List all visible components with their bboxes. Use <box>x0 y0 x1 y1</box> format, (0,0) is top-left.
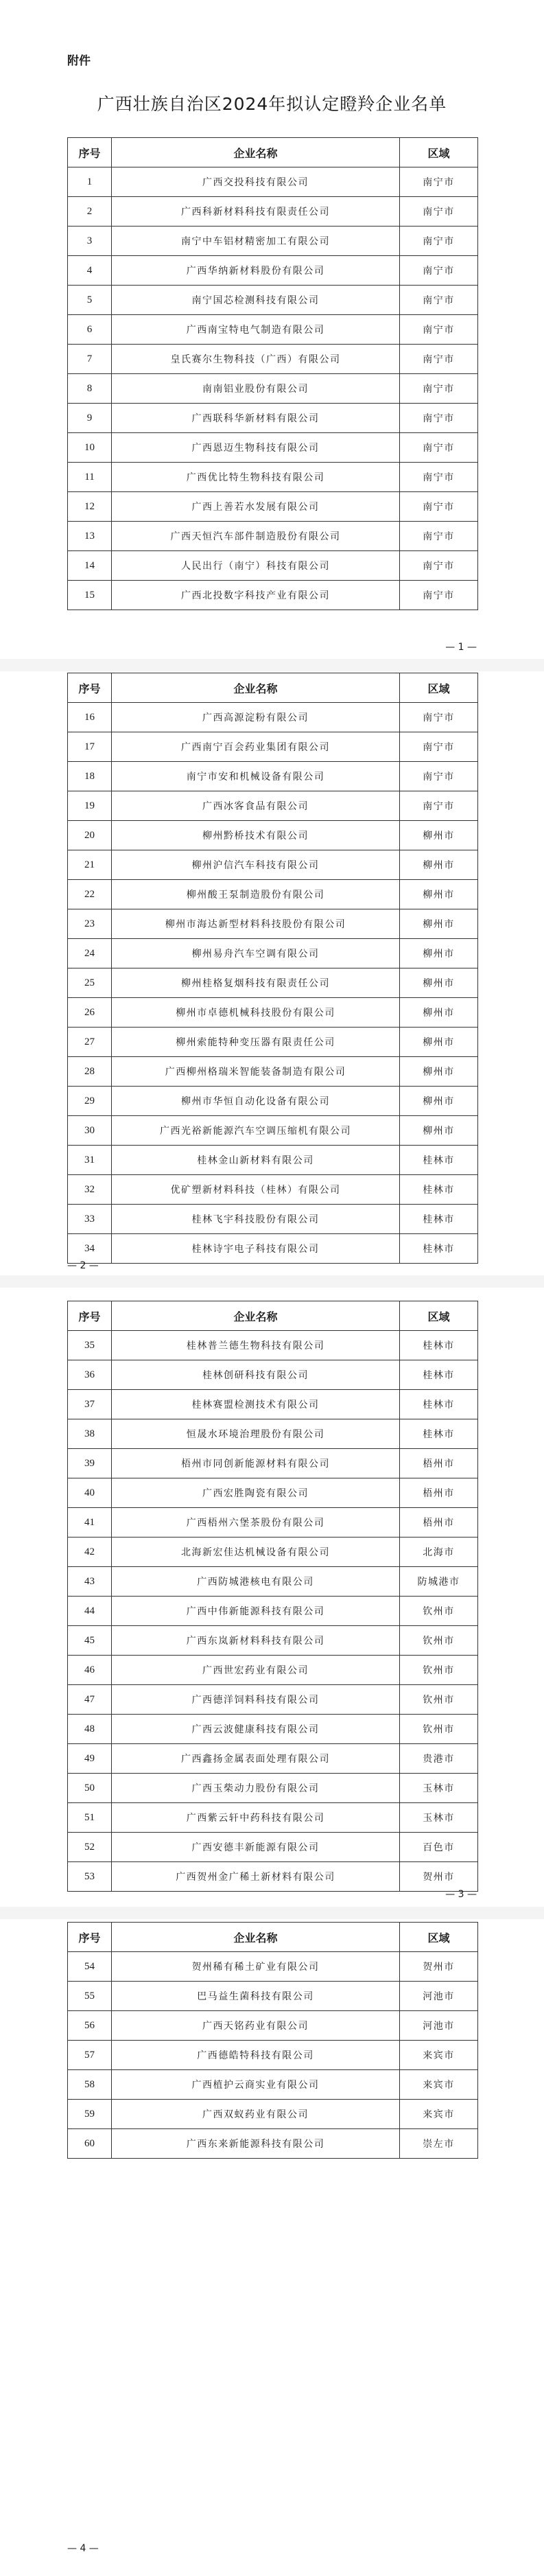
document-title: 广西壮族自治区2024年拟认定瞪羚企业名单 <box>97 94 447 114</box>
row-company-name: 广西东来新能源科技有限公司 <box>112 2129 400 2159</box>
row-seq: 55 <box>68 1982 112 2011</box>
row-seq: 16 <box>68 703 112 732</box>
row-region: 桂林市 <box>400 1331 478 1360</box>
row-region: 柳州市 <box>400 998 478 1028</box>
table-row <box>68 968 478 998</box>
header-company-name: 企业名称 <box>112 673 400 703</box>
header-region: 区域 <box>400 1301 478 1331</box>
row-seq: 31 <box>68 1146 112 1175</box>
row-region: 贺州市 <box>400 1952 478 1982</box>
table-row <box>68 791 478 821</box>
row-company-name: 贺州稀有稀土矿业有限公司 <box>112 1952 400 1982</box>
row-company-name: 桂林普兰德生物科技有限公司 <box>112 1331 400 1360</box>
row-company-name: 广西安德丰新能源有限公司 <box>112 1833 400 1862</box>
row-seq: 17 <box>68 732 112 762</box>
row-company-name: 皇氏赛尔生物科技（广西）有限公司 <box>112 345 400 374</box>
row-company-name: 广西南宝特电气制造有限公司 <box>112 315 400 345</box>
row-region: 南宁市 <box>400 286 478 315</box>
page-number-3: — 3 — <box>445 1889 477 1900</box>
row-company-name: 广西科新材料科技有限责任公司 <box>112 197 400 227</box>
row-company-name: 优矿塑新材料科技（桂林）有限公司 <box>112 1175 400 1205</box>
row-company-name: 恒晟水环境治理股份有限公司 <box>112 1419 400 1449</box>
table-row <box>68 909 478 939</box>
row-region: 柳州市 <box>400 880 478 909</box>
row-region: 贺州市 <box>400 1862 478 1892</box>
row-seq: 37 <box>68 1390 112 1419</box>
table-row <box>68 850 478 880</box>
row-company-name: 广西上善若水发展有限公司 <box>112 492 400 522</box>
row-region: 南宁市 <box>400 703 478 732</box>
row-seq: 19 <box>68 791 112 821</box>
row-region: 桂林市 <box>400 1175 478 1205</box>
row-company-name: 广西德皓特科技有限公司 <box>112 2041 400 2070</box>
table-header-row <box>68 673 478 703</box>
row-company-name: 广西联科华新材料有限公司 <box>112 404 400 433</box>
row-company-name: 广西紫云轩中药科技有限公司 <box>112 1803 400 1833</box>
table-row <box>68 463 478 492</box>
table-row <box>68 703 478 732</box>
row-region: 南宁市 <box>400 433 478 463</box>
table-header-row <box>68 138 478 167</box>
row-seq: 53 <box>68 1862 112 1892</box>
enterprise-table-page-4 <box>67 1922 478 2159</box>
row-region: 南宁市 <box>400 404 478 433</box>
row-seq: 4 <box>68 256 112 286</box>
row-seq: 14 <box>68 551 112 581</box>
row-seq: 29 <box>68 1087 112 1116</box>
header-seq: 序号 <box>68 138 112 167</box>
row-company-name: 广西防城港核电有限公司 <box>112 1567 400 1597</box>
row-company-name: 柳州沪信汽车科技有限公司 <box>112 850 400 880</box>
row-company-name: 广西宏胜陶瓷有限公司 <box>112 1478 400 1508</box>
header-region: 区域 <box>400 1923 478 1952</box>
row-company-name: 桂林飞宇科技股份有限公司 <box>112 1205 400 1234</box>
row-company-name: 广西优比特生物科技有限公司 <box>112 463 400 492</box>
row-company-name: 广西天恒汽车部件制造股份有限公司 <box>112 522 400 551</box>
row-region: 百色市 <box>400 1833 478 1862</box>
row-seq: 52 <box>68 1833 112 1862</box>
row-region: 南宁市 <box>400 732 478 762</box>
row-region: 桂林市 <box>400 1419 478 1449</box>
row-seq: 22 <box>68 880 112 909</box>
row-region: 玉林市 <box>400 1803 478 1833</box>
row-seq: 47 <box>68 1685 112 1715</box>
row-company-name: 广西南宁百会药业集团有限公司 <box>112 732 400 762</box>
table-row <box>68 1331 478 1360</box>
row-seq: 57 <box>68 2041 112 2070</box>
table-row <box>68 1449 478 1478</box>
header-seq: 序号 <box>68 1923 112 1952</box>
row-region: 桂林市 <box>400 1205 478 1234</box>
row-company-name: 柳州易舟汽车空调有限公司 <box>112 939 400 968</box>
row-seq: 54 <box>68 1952 112 1982</box>
row-seq: 42 <box>68 1538 112 1567</box>
row-company-name: 广西中伟新能源科技有限公司 <box>112 1597 400 1626</box>
table-row <box>68 1685 478 1715</box>
table-row <box>68 1862 478 1892</box>
table-row <box>68 1774 478 1803</box>
row-region: 钦州市 <box>400 1626 478 1656</box>
table-row <box>68 732 478 762</box>
row-company-name: 广西德洋饲料科技有限公司 <box>112 1685 400 1715</box>
row-seq: 15 <box>68 581 112 610</box>
table-row <box>68 1360 478 1390</box>
table-row <box>68 1175 478 1205</box>
row-company-name: 广西冰客食品有限公司 <box>112 791 400 821</box>
row-seq: 8 <box>68 374 112 404</box>
enterprise-table-page-3 <box>67 1301 478 1892</box>
row-region: 南宁市 <box>400 581 478 610</box>
row-seq: 2 <box>68 197 112 227</box>
row-region: 崇左市 <box>400 2129 478 2159</box>
row-region: 柳州市 <box>400 1028 478 1057</box>
row-region: 柳州市 <box>400 909 478 939</box>
table-row <box>68 821 478 850</box>
row-company-name: 广西贺州金广稀土新材料有限公司 <box>112 1862 400 1892</box>
row-company-name: 柳州市海达新型材料科技股份有限公司 <box>112 909 400 939</box>
header-seq: 序号 <box>68 1301 112 1331</box>
row-seq: 26 <box>68 998 112 1028</box>
table-row <box>68 2011 478 2041</box>
header-seq: 序号 <box>68 673 112 703</box>
row-seq: 6 <box>68 315 112 345</box>
row-seq: 21 <box>68 850 112 880</box>
row-company-name: 桂林赛盟检测技术有限公司 <box>112 1390 400 1419</box>
row-company-name: 广西天铭药业有限公司 <box>112 2011 400 2041</box>
row-region: 柳州市 <box>400 850 478 880</box>
row-company-name: 广西交投科技有限公司 <box>112 167 400 197</box>
table-row <box>68 1116 478 1146</box>
row-region: 南宁市 <box>400 227 478 256</box>
table-row <box>68 1744 478 1774</box>
row-company-name: 南南铝业股份有限公司 <box>112 374 400 404</box>
row-company-name: 柳州桂格复烟科技有限责任公司 <box>112 968 400 998</box>
page-number-4: — 4 — <box>67 2543 99 2554</box>
table-row <box>68 1146 478 1175</box>
table-row <box>68 227 478 256</box>
row-seq: 60 <box>68 2129 112 2159</box>
row-region: 柳州市 <box>400 821 478 850</box>
row-company-name: 人民出行（南宁）科技有限公司 <box>112 551 400 581</box>
row-region: 南宁市 <box>400 762 478 791</box>
table-row <box>68 1087 478 1116</box>
row-seq: 34 <box>68 1234 112 1264</box>
table-row <box>68 939 478 968</box>
row-region: 贵港市 <box>400 1744 478 1774</box>
row-seq: 40 <box>68 1478 112 1508</box>
row-region: 南宁市 <box>400 315 478 345</box>
row-region: 南宁市 <box>400 463 478 492</box>
row-region: 南宁市 <box>400 522 478 551</box>
row-company-name: 广西北投数字科技产业有限公司 <box>112 581 400 610</box>
row-region: 梧州市 <box>400 1508 478 1538</box>
table-row <box>68 1478 478 1508</box>
table-row <box>68 880 478 909</box>
row-seq: 5 <box>68 286 112 315</box>
header-company-name: 企业名称 <box>112 1923 400 1952</box>
row-region: 钦州市 <box>400 1597 478 1626</box>
row-seq: 18 <box>68 762 112 791</box>
row-company-name: 梧州市同创新能源材料有限公司 <box>112 1449 400 1478</box>
row-region: 梧州市 <box>400 1449 478 1478</box>
table-row <box>68 1390 478 1419</box>
row-region: 南宁市 <box>400 791 478 821</box>
table-row <box>68 1419 478 1449</box>
row-seq: 11 <box>68 463 112 492</box>
row-region: 河池市 <box>400 1982 478 2011</box>
table-row <box>68 374 478 404</box>
row-company-name: 南宁国芯检测科技有限公司 <box>112 286 400 315</box>
table-row <box>68 1626 478 1656</box>
row-company-name: 柳州黔桥技术有限公司 <box>112 821 400 850</box>
table-row <box>68 762 478 791</box>
row-region: 南宁市 <box>400 167 478 197</box>
table-row <box>68 1833 478 1862</box>
row-company-name: 桂林创研科技有限公司 <box>112 1360 400 1390</box>
row-seq: 28 <box>68 1057 112 1087</box>
row-region: 南宁市 <box>400 492 478 522</box>
table-row <box>68 1234 478 1264</box>
row-seq: 23 <box>68 909 112 939</box>
table-row <box>68 433 478 463</box>
row-seq: 24 <box>68 939 112 968</box>
row-company-name: 柳州酸王泵制造股份有限公司 <box>112 880 400 909</box>
row-seq: 10 <box>68 433 112 463</box>
row-region: 南宁市 <box>400 197 478 227</box>
row-company-name: 广西世宏药业有限公司 <box>112 1656 400 1685</box>
table-row <box>68 1715 478 1744</box>
row-seq: 45 <box>68 1626 112 1656</box>
row-seq: 9 <box>68 404 112 433</box>
row-region: 北海市 <box>400 1538 478 1567</box>
table-row <box>68 1982 478 2011</box>
row-seq: 20 <box>68 821 112 850</box>
row-company-name: 柳州索能特种变压器有限责任公司 <box>112 1028 400 1057</box>
row-seq: 3 <box>68 227 112 256</box>
row-seq: 25 <box>68 968 112 998</box>
row-seq: 43 <box>68 1567 112 1597</box>
row-seq: 39 <box>68 1449 112 1478</box>
row-seq: 56 <box>68 2011 112 2041</box>
table-row <box>68 2100 478 2129</box>
row-seq: 51 <box>68 1803 112 1833</box>
table-row <box>68 404 478 433</box>
row-company-name: 南宁市安和机械设备有限公司 <box>112 762 400 791</box>
row-region: 柳州市 <box>400 1087 478 1116</box>
row-seq: 12 <box>68 492 112 522</box>
table-row <box>68 2070 478 2100</box>
row-region: 来宾市 <box>400 2041 478 2070</box>
table-row <box>68 2129 478 2159</box>
table-row <box>68 1567 478 1597</box>
table-row <box>68 1508 478 1538</box>
row-seq: 1 <box>68 167 112 197</box>
row-company-name: 南宁中车铝材精密加工有限公司 <box>112 227 400 256</box>
row-seq: 41 <box>68 1508 112 1538</box>
row-region: 柳州市 <box>400 1057 478 1087</box>
row-company-name: 桂林诗宇电子科技有限公司 <box>112 1234 400 1264</box>
row-company-name: 广西光裕新能源汽车空调压缩机有限公司 <box>112 1116 400 1146</box>
table-row <box>68 2041 478 2070</box>
table-row <box>68 998 478 1028</box>
row-region: 桂林市 <box>400 1390 478 1419</box>
enterprise-table-page-1 <box>67 137 478 610</box>
table-row <box>68 286 478 315</box>
table-row <box>68 315 478 345</box>
row-company-name: 广西鑫扬金属表面处理有限公司 <box>112 1744 400 1774</box>
table-row <box>68 1803 478 1833</box>
row-seq: 38 <box>68 1419 112 1449</box>
table-header-row <box>68 1301 478 1331</box>
row-seq: 59 <box>68 2100 112 2129</box>
row-region: 钦州市 <box>400 1715 478 1744</box>
row-region: 柳州市 <box>400 939 478 968</box>
row-company-name: 柳州市卓德机械科技股份有限公司 <box>112 998 400 1028</box>
row-seq: 58 <box>68 2070 112 2100</box>
page-separator <box>0 1907 544 1919</box>
row-region: 桂林市 <box>400 1234 478 1264</box>
row-seq: 48 <box>68 1715 112 1744</box>
header-company-name: 企业名称 <box>112 1301 400 1331</box>
row-seq: 46 <box>68 1656 112 1685</box>
row-company-name: 广西双蚁药业有限公司 <box>112 2100 400 2129</box>
row-region: 来宾市 <box>400 2070 478 2100</box>
row-seq: 35 <box>68 1331 112 1360</box>
row-region: 桂林市 <box>400 1146 478 1175</box>
table-row <box>68 492 478 522</box>
row-seq: 49 <box>68 1744 112 1774</box>
table-row <box>68 167 478 197</box>
row-region: 梧州市 <box>400 1478 478 1508</box>
row-seq: 33 <box>68 1205 112 1234</box>
table-row <box>68 1028 478 1057</box>
row-region: 来宾市 <box>400 2100 478 2129</box>
header-company-name: 企业名称 <box>112 138 400 167</box>
table-row <box>68 345 478 374</box>
row-company-name: 广西云波健康科技有限公司 <box>112 1715 400 1744</box>
row-region: 南宁市 <box>400 374 478 404</box>
row-region: 防城港市 <box>400 1567 478 1597</box>
table-row <box>68 1205 478 1234</box>
row-company-name: 广西植护云商实业有限公司 <box>112 2070 400 2100</box>
row-seq: 36 <box>68 1360 112 1390</box>
row-seq: 44 <box>68 1597 112 1626</box>
row-region: 钦州市 <box>400 1685 478 1715</box>
row-region: 南宁市 <box>400 256 478 286</box>
page-separator <box>0 659 544 671</box>
header-region: 区域 <box>400 673 478 703</box>
page-number-2: — 2 — <box>67 1260 99 1271</box>
row-region: 桂林市 <box>400 1360 478 1390</box>
attachment-label: 附件 <box>67 54 91 68</box>
row-company-name: 广西高源淀粉有限公司 <box>112 703 400 732</box>
row-company-name: 巴马益生菌科技有限公司 <box>112 1982 400 2011</box>
row-company-name: 广西华纳新材料股份有限公司 <box>112 256 400 286</box>
row-seq: 13 <box>68 522 112 551</box>
row-region: 柳州市 <box>400 968 478 998</box>
table-row <box>68 1952 478 1982</box>
table-row <box>68 256 478 286</box>
table-row <box>68 197 478 227</box>
header-region: 区域 <box>400 138 478 167</box>
row-company-name: 广西玉柴动力股份有限公司 <box>112 1774 400 1803</box>
table-row <box>68 1057 478 1087</box>
row-region: 河池市 <box>400 2011 478 2041</box>
table-row <box>68 522 478 551</box>
row-seq: 32 <box>68 1175 112 1205</box>
table-row <box>68 551 478 581</box>
row-company-name: 柳州市华恒自动化设备有限公司 <box>112 1087 400 1116</box>
row-region: 柳州市 <box>400 1116 478 1146</box>
row-seq: 50 <box>68 1774 112 1803</box>
page-number-1: — 1 — <box>445 642 477 653</box>
row-region: 南宁市 <box>400 551 478 581</box>
row-company-name: 广西恩迈生物科技有限公司 <box>112 433 400 463</box>
row-company-name: 桂林金山新材料有限公司 <box>112 1146 400 1175</box>
row-seq: 7 <box>68 345 112 374</box>
enterprise-table-page-2 <box>67 673 478 1264</box>
page-separator <box>0 1275 544 1288</box>
table-row <box>68 1597 478 1626</box>
table-row <box>68 1656 478 1685</box>
table-header-row <box>68 1923 478 1952</box>
row-seq: 27 <box>68 1028 112 1057</box>
row-region: 南宁市 <box>400 345 478 374</box>
row-region: 钦州市 <box>400 1656 478 1685</box>
row-seq: 30 <box>68 1116 112 1146</box>
row-company-name: 广西东岚新材料科技有限公司 <box>112 1626 400 1656</box>
row-company-name: 广西柳州格瑞米智能装备制造有限公司 <box>112 1057 400 1087</box>
row-region: 玉林市 <box>400 1774 478 1803</box>
row-company-name: 北海新宏佳达机械设备有限公司 <box>112 1538 400 1567</box>
table-row <box>68 581 478 610</box>
table-row <box>68 1538 478 1567</box>
row-company-name: 广西梧州六堡茶股份有限公司 <box>112 1508 400 1538</box>
